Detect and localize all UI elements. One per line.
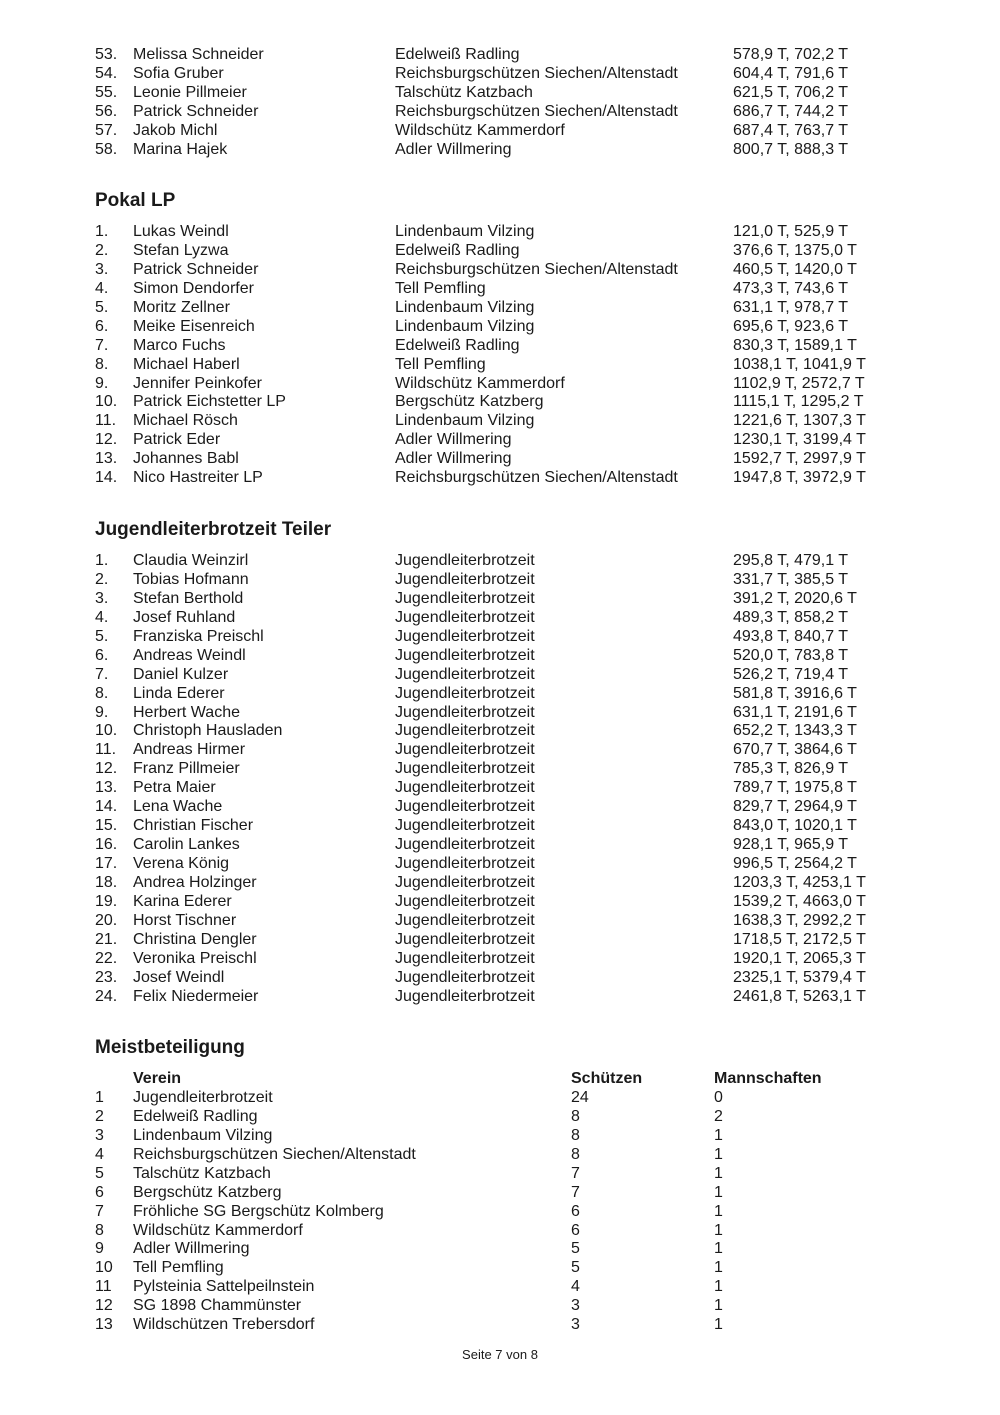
rank-number: 5	[95, 1164, 104, 1182]
rank-number: 11	[95, 1278, 112, 1296]
club-name: Jugendleiterbrotzeit	[395, 968, 535, 986]
table-row	[0, 450, 1000, 469]
shooter-name: Christian Fischer	[133, 817, 254, 835]
table-row	[0, 122, 1000, 141]
shooter-name: Horst Tischner	[133, 911, 237, 929]
table-row	[0, 412, 1000, 431]
club-name: Talschütz Katzbach	[395, 83, 533, 101]
result-value: 1539,2 T, 4663,0 T	[733, 892, 866, 910]
shooter-count: 6	[571, 1221, 580, 1239]
rank-number: 5.	[95, 298, 109, 316]
shooter-name: Daniel Kulzer	[133, 665, 229, 683]
table-row	[0, 242, 1000, 261]
club-name: Pylsteinia Sattelpeilnstein	[133, 1278, 315, 1296]
result-value: 526,2 T, 719,4 T	[733, 665, 849, 683]
rank-number: 9.	[95, 374, 109, 392]
result-value: 460,5 T, 1420,0 T	[733, 260, 857, 278]
table-row	[0, 261, 1000, 280]
result-value: 493,8 T, 840,7 T	[733, 627, 849, 645]
table-row	[0, 1108, 1000, 1127]
table-row	[0, 628, 1000, 647]
rank-number: 4	[95, 1145, 104, 1163]
table-row	[0, 609, 1000, 628]
shooter-name: Marina Hajek	[133, 140, 228, 158]
result-value: 830,3 T, 1589,1 T	[733, 336, 857, 354]
rank-number: 12	[95, 1297, 113, 1315]
table-row	[0, 46, 1000, 65]
result-value: 331,7 T, 385,5 T	[733, 570, 849, 588]
club-name: Reichsburgschützen Siechen/Altenstadt	[395, 64, 678, 82]
rank-number: 13	[95, 1316, 113, 1334]
shooter-name: Josef Weindl	[133, 968, 225, 986]
shooter-name: Patrick Eichstetter LP	[133, 393, 286, 411]
club-name: Jugendleiterbrotzeit	[395, 627, 535, 645]
rank-number: 4.	[95, 279, 109, 297]
club-name: Adler Willmering	[395, 431, 512, 449]
table-row	[0, 84, 1000, 103]
rank-number: 9.	[95, 703, 109, 721]
shooter-count: 5	[571, 1259, 580, 1277]
shooter-count: 24	[571, 1088, 589, 1106]
table-row	[0, 356, 1000, 375]
rank-number: 54.	[95, 64, 118, 82]
ranking-list-pokal-lp	[0, 223, 1000, 488]
rank-number: 3.	[95, 260, 109, 278]
club-name: Jugendleiterbrotzeit	[395, 892, 535, 910]
rank-number: 58.	[95, 140, 118, 158]
team-count: 1	[714, 1259, 723, 1277]
rank-number: 13.	[95, 779, 118, 797]
team-count: 1	[714, 1221, 723, 1239]
result-value: 391,2 T, 2020,6 T	[733, 589, 857, 607]
shooter-name: Claudia Weinzirl	[133, 552, 249, 569]
rank-number: 24.	[95, 987, 118, 1005]
table-row	[0, 1203, 1000, 1222]
rank-number: 11.	[95, 741, 117, 759]
rank-number: 6	[95, 1183, 104, 1201]
rank-number: 2.	[95, 241, 109, 259]
rank-number: 10.	[95, 393, 118, 411]
rank-number: 8.	[95, 355, 109, 373]
rank-number: 4.	[95, 608, 109, 626]
rank-number: 8	[95, 1221, 104, 1239]
result-value: 1102,9 T, 2572,7 T	[733, 374, 865, 392]
club-name: Jugendleiterbrotzeit	[395, 798, 535, 816]
result-value: 2461,8 T, 5263,1 T	[733, 987, 866, 1005]
rank-number: 5.	[95, 627, 109, 645]
shooter-name: Meike Eisenreich	[133, 317, 255, 335]
result-value: 1038,1 T, 1041,9 T	[733, 355, 866, 373]
rank-number: 15.	[95, 817, 118, 835]
club-name: Jugendleiterbrotzeit	[395, 684, 535, 702]
shooter-name: Tobias Hofmann	[133, 570, 249, 588]
table-row	[0, 571, 1000, 590]
shooter-name: Leonie Pillmeier	[133, 83, 247, 101]
rank-number: 1	[95, 1088, 104, 1106]
club-name: Tell Pemfling	[395, 355, 486, 373]
shooter-count: 8	[571, 1126, 580, 1144]
club-name: Lindenbaum Vilzing	[395, 298, 535, 316]
club-name: Lindenbaum Vilzing	[395, 317, 535, 335]
team-count: 1	[714, 1126, 723, 1144]
table-row	[0, 1127, 1000, 1146]
club-name: Jugendleiterbrotzeit	[395, 608, 535, 626]
result-value: 1638,3 T, 2992,2 T	[733, 911, 866, 929]
rank-number: 1.	[95, 552, 109, 569]
shooter-name: Lena Wache	[133, 798, 223, 816]
club-name: Jugendleiterbrotzeit	[395, 703, 535, 721]
shooter-name: Christina Dengler	[133, 930, 257, 948]
club-name: Tell Pemfling	[395, 279, 486, 297]
club-name: Edelweiß Radling	[133, 1107, 258, 1125]
rank-number: 16.	[95, 836, 118, 854]
result-value: 295,8 T, 479,1 T	[733, 552, 849, 569]
table-row	[0, 817, 1000, 836]
table-row	[0, 1259, 1000, 1278]
club-name: Jugendleiterbrotzeit	[395, 552, 535, 569]
page-number: Seite 7 von 8	[462, 1347, 538, 1362]
table-row	[0, 552, 1000, 571]
shooter-name: Andreas Weindl	[133, 646, 246, 664]
result-value: 631,1 T, 978,7 T	[733, 298, 849, 316]
table-row	[0, 912, 1000, 931]
team-count: 1	[714, 1297, 723, 1315]
rank-number: 21.	[95, 930, 118, 948]
shooter-name: Franziska Preischl	[133, 627, 264, 645]
table-row	[0, 1297, 1000, 1316]
shooter-name: Simon Dendorfer	[133, 279, 254, 297]
result-value: 1592,7 T, 2997,9 T	[733, 450, 866, 468]
shooter-name: Lukas Weindl	[133, 223, 229, 240]
result-value: 687,4 T, 763,7 T	[733, 121, 849, 139]
rank-number: 2.	[95, 570, 109, 588]
shooter-name: Josef Ruhland	[133, 608, 236, 626]
table-row	[0, 741, 1000, 760]
table-header-row	[0, 1070, 1000, 1089]
table-row	[0, 337, 1000, 356]
shooter-count: 6	[571, 1202, 580, 1220]
table-row	[0, 704, 1000, 723]
shooter-name: Carolin Lankes	[133, 836, 240, 854]
shooter-name: Karina Ederer	[133, 892, 232, 910]
rank-number: 22.	[95, 949, 118, 967]
table-row	[0, 798, 1000, 817]
table-row	[0, 375, 1000, 394]
rank-number: 23.	[95, 968, 118, 986]
result-value: 695,6 T, 923,6 T	[733, 317, 849, 335]
rank-number: 9	[95, 1240, 104, 1258]
result-value: 800,7 T, 888,3 T	[733, 140, 849, 158]
rank-number: 6.	[95, 646, 109, 664]
shooter-name: Andreas Hirmer	[133, 741, 246, 759]
table-row	[0, 299, 1000, 318]
rank-number: 18.	[95, 873, 118, 891]
club-name: Jugendleiterbrotzeit	[395, 589, 535, 607]
club-name: Jugendleiterbrotzeit	[395, 722, 535, 740]
team-count: 1	[714, 1240, 723, 1258]
shooter-name: Felix Niedermeier	[133, 987, 259, 1005]
club-name: Adler Willmering	[395, 140, 512, 158]
team-count: 1	[714, 1145, 723, 1163]
shooter-name: Jakob Michl	[133, 121, 218, 139]
result-value: 473,3 T, 743,6 T	[733, 279, 849, 297]
shooter-name: Andrea Holzinger	[133, 873, 257, 891]
table-meistbeteiligung	[0, 1070, 1000, 1335]
section-title-meistbeteiligung: Meistbeteiligung	[95, 1037, 245, 1058]
shooter-name: Stefan Lyzwa	[133, 241, 229, 259]
shooter-name: Johannes Babl	[133, 450, 239, 468]
column-header-mannschaften: Mannschaften	[714, 1070, 822, 1087]
club-name: Wildschütz Kammerdorf	[133, 1221, 303, 1239]
rank-number: 7.	[95, 665, 109, 683]
rank-number: 57.	[95, 121, 118, 139]
table-row	[0, 760, 1000, 779]
table-row	[0, 393, 1000, 412]
shooter-count: 7	[571, 1183, 580, 1201]
club-name: Bergschütz Katzberg	[395, 393, 544, 411]
result-value: 1947,8 T, 3972,9 T	[733, 469, 866, 487]
rank-number: 53.	[95, 46, 118, 63]
table-row	[0, 141, 1000, 160]
team-count: 1	[714, 1316, 723, 1334]
result-value: 1230,1 T, 3199,4 T	[733, 431, 866, 449]
club-name: Jugendleiterbrotzeit	[395, 817, 535, 835]
rank-number: 3	[95, 1126, 104, 1144]
club-name: Jugendleiterbrotzeit	[395, 646, 535, 664]
column-header-verein: Verein	[133, 1070, 182, 1087]
table-row	[0, 722, 1000, 741]
shooter-name: Sofia Gruber	[133, 64, 224, 82]
rank-number: 2	[95, 1107, 104, 1125]
club-name: Lindenbaum Vilzing	[133, 1126, 273, 1144]
rank-number: 20.	[95, 911, 118, 929]
club-name: Wildschützen Trebersdorf	[133, 1316, 315, 1334]
result-value: 686,7 T, 744,2 T	[733, 102, 849, 120]
shooter-count: 7	[571, 1164, 580, 1182]
result-value: 376,6 T, 1375,0 T	[733, 241, 857, 259]
shooter-count: 8	[571, 1145, 580, 1163]
shooter-count: 3	[571, 1316, 580, 1334]
club-name: Jugendleiterbrotzeit	[395, 760, 535, 778]
club-name: Edelweiß Radling	[395, 46, 520, 63]
rank-number: 13.	[95, 450, 118, 468]
shooter-count: 4	[571, 1278, 580, 1296]
table-row	[0, 280, 1000, 299]
shooter-name: Patrick Eder	[133, 431, 221, 449]
table-row	[0, 1240, 1000, 1259]
shooter-name: Marco Fuchs	[133, 336, 226, 354]
table-row	[0, 469, 1000, 488]
club-name: Talschütz Katzbach	[133, 1164, 271, 1182]
rank-number: 14.	[95, 469, 118, 487]
rank-number: 11.	[95, 412, 117, 430]
club-name: Jugendleiterbrotzeit	[395, 665, 535, 683]
club-name: Wildschütz Kammerdorf	[395, 121, 565, 139]
ranking-list-continued	[0, 46, 1000, 160]
table-row	[0, 1278, 1000, 1297]
table-row	[0, 1146, 1000, 1165]
section-title-pokal-lp: Pokal LP	[95, 190, 176, 211]
shooter-name: Verena König	[133, 855, 230, 872]
result-value: 789,7 T, 1975,8 T	[733, 779, 857, 797]
shooter-name: Franz Pillmeier	[133, 760, 240, 778]
team-count: 0	[714, 1088, 723, 1106]
club-name: SG 1898 Chammünster	[133, 1297, 302, 1315]
result-value: 928,1 T, 965,9 T	[733, 836, 849, 854]
result-value: 670,7 T, 3864,6 T	[733, 741, 857, 759]
club-name: Lindenbaum Vilzing	[395, 412, 535, 430]
result-value: 578,9 T, 702,2 T	[733, 46, 849, 63]
table-row	[0, 969, 1000, 988]
club-name: Jugendleiterbrotzeit	[395, 911, 535, 929]
shooter-name: Michael Rösch	[133, 412, 238, 430]
table-row	[0, 685, 1000, 704]
rank-number: 8.	[95, 684, 109, 702]
club-name: Jugendleiterbrotzeit	[133, 1088, 273, 1106]
club-name: Reichsburgschützen Siechen/Altenstadt	[395, 469, 678, 487]
column-header-schuetzen: Schützen	[571, 1070, 643, 1087]
result-value: 1718,5 T, 2172,5 T	[733, 930, 866, 948]
table-row	[0, 65, 1000, 84]
club-name: Tell Pemfling	[133, 1259, 224, 1277]
rank-number: 12.	[95, 760, 118, 778]
club-name: Fröhliche SG Bergschütz Kolmberg	[133, 1202, 384, 1220]
club-name: Wildschütz Kammerdorf	[395, 374, 565, 392]
rank-number: 17.	[95, 855, 118, 872]
club-name: Adler Willmering	[395, 450, 512, 468]
result-value: 581,8 T, 3916,6 T	[733, 684, 857, 702]
result-value: 843,0 T, 1020,1 T	[733, 817, 857, 835]
shooter-name: Michael Haberl	[133, 355, 240, 373]
club-name: Jugendleiterbrotzeit	[395, 873, 535, 891]
rank-number: 12.	[95, 431, 118, 449]
ranking-list-jugendleiterbrotzeit	[0, 552, 1000, 1007]
team-count: 1	[714, 1202, 723, 1220]
rank-number: 10.	[95, 722, 118, 740]
table-row	[0, 931, 1000, 950]
table-row	[0, 950, 1000, 969]
table-row	[0, 874, 1000, 893]
shooter-name: Patrick Schneider	[133, 102, 259, 120]
team-count: 1	[714, 1183, 723, 1201]
rank-number: 55.	[95, 83, 118, 101]
club-name: Jugendleiterbrotzeit	[395, 741, 535, 759]
club-name: Edelweiß Radling	[395, 336, 520, 354]
club-name: Reichsburgschützen Siechen/Altenstadt	[395, 102, 678, 120]
club-name: Reichsburgschützen Siechen/Altenstadt	[133, 1145, 416, 1163]
club-name: Jugendleiterbrotzeit	[395, 779, 535, 797]
table-row	[0, 318, 1000, 337]
table-row	[0, 590, 1000, 609]
shooter-name: Linda Ederer	[133, 684, 225, 702]
result-value: 604,4 T, 791,6 T	[733, 64, 849, 82]
team-count: 1	[714, 1164, 723, 1182]
result-value: 1203,3 T, 4253,1 T	[733, 873, 866, 891]
table-row	[0, 1165, 1000, 1184]
club-name: Reichsburgschützen Siechen/Altenstadt	[395, 260, 678, 278]
club-name: Edelweiß Radling	[395, 241, 520, 259]
rank-number: 1.	[95, 223, 109, 240]
table-row	[0, 103, 1000, 122]
shooter-name: Nico Hastreiter LP	[133, 469, 263, 487]
shooter-count: 3	[571, 1297, 580, 1315]
shooter-name: Jennifer Peinkofer	[133, 374, 262, 392]
club-name: Adler Willmering	[133, 1240, 250, 1258]
shooter-count: 8	[571, 1107, 580, 1125]
table-row	[0, 1089, 1000, 1108]
rank-number: 56.	[95, 102, 118, 120]
table-row	[0, 836, 1000, 855]
club-name: Lindenbaum Vilzing	[395, 223, 535, 240]
result-value: 1221,6 T, 1307,3 T	[733, 412, 866, 430]
table-row	[0, 647, 1000, 666]
rank-number: 6.	[95, 317, 109, 335]
shooter-name: Moritz Zellner	[133, 298, 230, 316]
club-name: Jugendleiterbrotzeit	[395, 949, 535, 967]
shooter-name: Christoph Hausladen	[133, 722, 283, 740]
club-name: Jugendleiterbrotzeit	[395, 570, 535, 588]
shooter-name: Stefan Berthold	[133, 589, 244, 607]
result-value: 621,5 T, 706,2 T	[733, 83, 849, 101]
table-row	[0, 988, 1000, 1007]
result-value: 1115,1 T, 1295,2 T	[733, 393, 864, 411]
rank-number: 14.	[95, 798, 118, 816]
table-row	[0, 431, 1000, 450]
result-value: 996,5 T, 2564,2 T	[733, 855, 857, 872]
shooter-name: Patrick Schneider	[133, 260, 259, 278]
table-row	[0, 779, 1000, 798]
rank-number: 3.	[95, 589, 109, 607]
result-value: 1920,1 T, 2065,3 T	[733, 949, 866, 967]
shooter-name: Herbert Wache	[133, 703, 240, 721]
club-name: Jugendleiterbrotzeit	[395, 836, 535, 854]
club-name: Jugendleiterbrotzeit	[395, 987, 535, 1005]
team-count: 1	[714, 1278, 723, 1296]
table-row	[0, 855, 1000, 874]
result-value: 520,0 T, 783,8 T	[733, 646, 849, 664]
table-row	[0, 1184, 1000, 1203]
rank-number: 7.	[95, 336, 109, 354]
table-row	[0, 893, 1000, 912]
club-name: Jugendleiterbrotzeit	[395, 855, 535, 872]
result-value: 785,3 T, 826,9 T	[733, 760, 849, 778]
table-row	[0, 223, 1000, 242]
section-title-jugendleiterbrotzeit: Jugendleiterbrotzeit Teiler	[95, 519, 332, 540]
rank-number: 7	[95, 1202, 104, 1220]
shooter-name: Petra Maier	[133, 779, 216, 797]
table-row	[0, 666, 1000, 685]
result-value: 829,7 T, 2964,9 T	[733, 798, 857, 816]
table-row	[0, 1316, 1000, 1335]
team-count: 2	[714, 1107, 723, 1125]
table-row	[0, 1222, 1000, 1241]
club-name: Bergschütz Katzberg	[133, 1183, 282, 1201]
rank-number: 10	[95, 1259, 113, 1277]
result-value: 631,1 T, 2191,6 T	[733, 703, 857, 721]
club-name: Jugendleiterbrotzeit	[395, 930, 535, 948]
shooter-name: Veronika Preischl	[133, 949, 257, 967]
result-value: 2325,1 T, 5379,4 T	[733, 968, 866, 986]
result-value: 489,3 T, 858,2 T	[733, 608, 849, 626]
shooter-count: 5	[571, 1240, 580, 1258]
rank-number: 19.	[95, 892, 118, 910]
result-value: 121,0 T, 525,9 T	[733, 223, 849, 240]
shooter-name: Melissa Schneider	[133, 46, 264, 63]
result-value: 652,2 T, 1343,3 T	[733, 722, 857, 740]
